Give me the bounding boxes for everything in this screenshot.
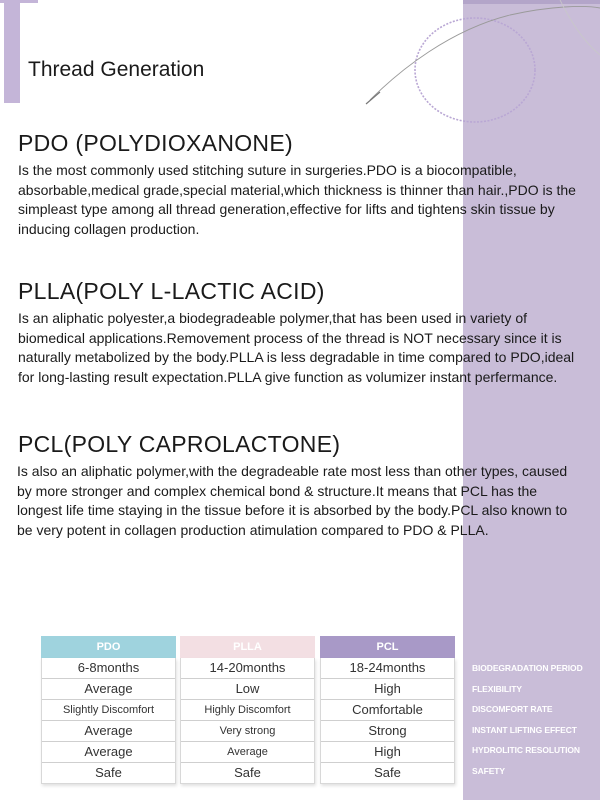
section-heading: PLLA(POLY L-LACTIC ACID) [18, 278, 325, 304]
column-body [41, 658, 176, 784]
table-cell: Slightly Discomfort [42, 700, 175, 721]
section-heading: PDO (POLYDIOXANONE) [18, 130, 293, 156]
row-label: BIODEGRADATION PERIOD [472, 663, 583, 673]
table-cell: Average [42, 721, 175, 742]
comparison-column-plla [180, 636, 315, 784]
column-header: PCL [320, 636, 455, 658]
section-pcl [18, 431, 580, 540]
table-cell: Comfortable [321, 700, 454, 721]
table-cell: High [321, 679, 454, 700]
title-accent-bar [4, 0, 20, 103]
table-cell: 14-20months [181, 658, 314, 679]
section-body: Is an aliphatic polyester,a biodegradeable polymer,that has been used in variety of biomedical applications.Removement process of the thread is NOT necessary since it is naturally metabolized by the body.PLLA is less degradable in time compared to PDO,ideal for long-lasting result expectation.PLLA give function as volumizer instant perfermance. [18, 310, 575, 385]
table-cell: 18-24months [321, 658, 454, 679]
section-body: Is also an aliphatic polymer,with the degradeable rate most less than other types, caused by more stronger and complex chemical bond & structure.It means that PCL has the longest life time staying in the tissue before it is absorbed by the body.PCL also known to be very potent in collagen production atimulation compared to PDO & PLLA. [17, 463, 568, 538]
row-label: FLEXIBILITY [472, 683, 522, 694]
table-cell: Safe [234, 765, 261, 780]
table-cell: Average [42, 742, 175, 763]
table-cell: Average [181, 742, 314, 763]
row-label: INSTANT LIFTING EFFECT [472, 724, 577, 735]
column-header: PLLA [180, 636, 315, 658]
table-cell: Safe [95, 765, 122, 780]
section-heading: PCL(POLY CAPROLACTONE) [18, 431, 341, 457]
row-labels [472, 658, 597, 782]
section-plla [18, 278, 580, 387]
table-cell: Highly Discomfort [181, 700, 314, 721]
table-cell: Safe [374, 765, 401, 780]
row-label: HYDROLITIC RESOLUTION [472, 745, 580, 756]
row-label: DISCOMFORT RATE [472, 704, 553, 715]
comparison-column-pcl [320, 636, 455, 784]
section-body: Is the most commonly used stitching suture in surgeries.PDO is a biocompatible, absorbable,medical grade,special material,which thickness is thinner than hair.,PDO is the simpleast type among all thread generation,effective for lifts and tightens skin tissue by inducing collagen production. [18, 162, 576, 237]
table-cell: Low [181, 679, 314, 700]
column-header: PDO [41, 636, 176, 658]
row-label: SAFETY [472, 765, 505, 776]
table-cell: Average [42, 679, 175, 700]
section-pdo [18, 130, 580, 239]
column-body [180, 658, 315, 784]
column-body [320, 658, 455, 784]
page-title: Thread Generation [28, 58, 205, 81]
table-cell: Very strong [181, 721, 314, 742]
comparison-column-pdo [41, 636, 176, 784]
table-cell: High [321, 742, 454, 763]
table-cell: 6-8months [42, 658, 175, 679]
table-cell: Strong [321, 721, 454, 742]
thread-loop-illustration [360, 0, 600, 140]
